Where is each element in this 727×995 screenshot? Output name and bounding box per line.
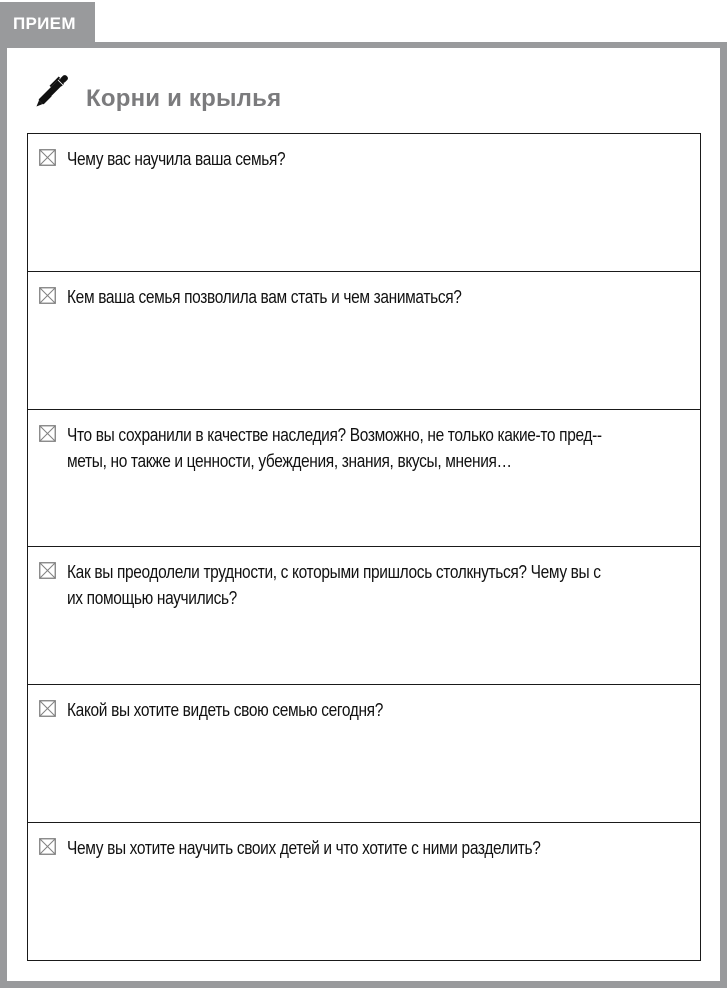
question-text: Чему вы хотите научить своих детей и что хотите с ними разделить? — [67, 838, 541, 859]
section-tab-label: ПРИЕМ — [13, 14, 76, 33]
exercise-header — [28, 66, 281, 116]
question-row[interactable] — [28, 272, 700, 410]
checkbox-x-icon[interactable] — [39, 425, 56, 442]
question-text: Чему вас научила ваша семья? — [67, 149, 286, 169]
checkbox-x-icon[interactable] — [39, 700, 56, 717]
question-row[interactable] — [28, 685, 700, 823]
checkbox-x-icon[interactable] — [39, 287, 56, 304]
question-row[interactable] — [28, 823, 700, 960]
section-tab — [0, 2, 95, 46]
question-row[interactable] — [28, 134, 700, 272]
question-text: Как вы преодолели трудности, с которыми пришлось столкнуться? Чему вы с их помощью научились? — [67, 562, 601, 609]
question-text: Какой вы хотите видеть свою семью сегодня? — [67, 700, 383, 721]
question-text: Кем ваша семья позволила вам стать и чем заниматься? — [67, 286, 462, 307]
checkbox-x-icon[interactable] — [39, 562, 56, 579]
checkbox-x-icon[interactable] — [39, 838, 56, 855]
pen-icon — [28, 67, 76, 115]
question-text: Что вы сохранили в качестве наследия? Возможно, не только какие-то пред-меты, но также и ценности, убеждения, знания, вкусы, мнения… — [67, 424, 603, 471]
question-row[interactable] — [28, 410, 700, 548]
exercise-title: Корни и крылья — [86, 85, 282, 112]
question-row[interactable] — [28, 547, 700, 685]
checkbox-x-icon[interactable] — [39, 149, 56, 166]
questions-table — [27, 133, 701, 961]
